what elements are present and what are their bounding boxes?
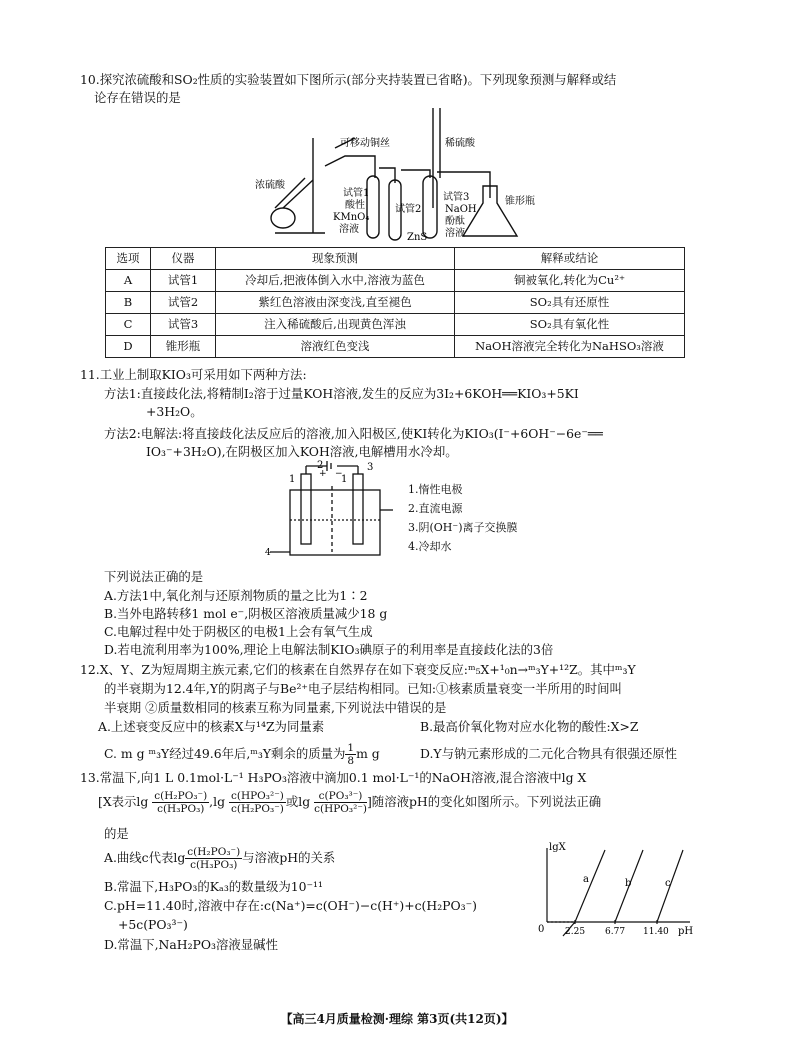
- cell: D: [106, 336, 151, 358]
- header-prediction: 现象预测: [216, 248, 455, 270]
- fraction-num: c(HPO₃²⁻): [230, 790, 284, 802]
- q13-option-c-line2: +5c(PO₃³⁻): [118, 917, 188, 932]
- chart-ylabel: lgX: [549, 842, 566, 853]
- q13-option-a: [104, 846, 335, 871]
- page-footer: 【高三4月质量检测·理综 第3页(共12页)】: [280, 1012, 514, 1026]
- fraction-num: 1: [347, 742, 355, 754]
- cell: 注入稀硫酸后,出现黄色浑浊: [216, 314, 455, 336]
- q10-stem-line1: 10.探究浓硫酸和SO₂性质的实验装置如下图所示(部分夹持装置已省略)。下列现象预测与解释或结: [80, 72, 617, 87]
- q11-method2-line1: 方法2:电解法:将直接歧化法反应后的溶液,加入阳极区,使KI转化为KIO₃(I⁻+6OH⁻−6e⁻══: [104, 426, 603, 441]
- q12-stem-line3: 半衰期 ②质量数相同的核素互称为同量素,下列说法中错误的是: [104, 700, 447, 715]
- label-tube2: 试管2: [395, 204, 422, 215]
- fraction-den: c(HPO₃²⁻): [314, 803, 367, 816]
- q12-option-c-unit: m g: [356, 746, 380, 762]
- fraction-num: c(H₂PO₃⁻): [187, 846, 241, 858]
- diagram-pos-sign: +: [319, 469, 327, 479]
- cell: SO₂具有氧化性: [455, 314, 685, 336]
- diagram-num-1b: 1: [341, 474, 348, 485]
- label-movable-wire: 可移动铜丝: [340, 138, 390, 149]
- chart-origin: 0: [538, 924, 545, 935]
- cell: NaOH溶液完全转化为NaHSO₃溶液: [455, 336, 685, 358]
- legend-item: 4.冷却水: [408, 540, 452, 553]
- q11-electrolysis-diagram: [265, 460, 405, 570]
- q13-option-c-line1: C.pH=11.40时,溶液中存在:c(Na⁺)=c(OH⁻)−c(H⁺)+c(H₂PO₃⁻): [104, 898, 477, 913]
- q11-method1-line2: +3H₂O。: [146, 404, 203, 419]
- q12-stem-line1: 12.X、Y、Z为短周期主族元素,它们的核素在自然界存在如下衰变反应:ᵐ₅X+¹₀n→ᵐ₃Y+¹²Z。其中ᵐ₃Y: [80, 662, 636, 677]
- header-option: 选项: [106, 248, 151, 270]
- cell: 冷却后,把液体倒入水中,溶液为蓝色: [216, 270, 455, 292]
- diagram-neg-sign: −: [335, 469, 343, 479]
- text: ,lg: [209, 794, 226, 810]
- diagram-num-3: 3: [367, 462, 374, 473]
- q10-table: [105, 247, 685, 358]
- label-naoh: NaOH: [445, 204, 477, 215]
- legend-item: 1.惰性电极: [408, 483, 463, 496]
- legend-item: 2.直流电源: [408, 502, 463, 515]
- header-instrument: 仪器: [151, 248, 216, 270]
- table-row: [106, 270, 685, 292]
- label-flask: 锥形瓶: [505, 196, 535, 207]
- cell: 试管3: [151, 314, 216, 336]
- q10-apparatus-diagram: [255, 108, 545, 248]
- q11-option-a: A.方法1中,氧化剂与还原剂物质的量之比为1∶2: [104, 588, 368, 603]
- chart-tick: 6.77: [605, 927, 626, 937]
- diagram-num-2: 2: [317, 460, 324, 471]
- label-tube3: 试管3: [443, 192, 470, 203]
- q11-stem: 11.工业上制取KIO₃可采用如下两种方法:: [80, 367, 307, 382]
- curve-label-c: c: [665, 878, 671, 889]
- curve-label-a: a: [583, 874, 589, 885]
- fraction-num: c(PO₃³⁻): [314, 790, 367, 803]
- cell: 试管2: [151, 292, 216, 314]
- q13-stem-line2: [98, 790, 601, 815]
- label-zns: ZnS: [407, 232, 428, 243]
- label-tube1-acidic: 酸性: [345, 200, 365, 211]
- table-row: [106, 336, 685, 358]
- fraction-den: c(H₃PO₃): [190, 859, 238, 872]
- text: 或lg: [285, 794, 311, 810]
- cell: B: [106, 292, 151, 314]
- q13-stem-line3: 的是: [104, 826, 129, 841]
- cell: 溶液红色变浅: [216, 336, 455, 358]
- fraction: [185, 846, 242, 871]
- label-tube1-solution: 溶液: [339, 224, 359, 235]
- q12-option-c: [104, 742, 380, 767]
- legend-item: 3.阴(OH⁻)离子交换膜: [408, 521, 518, 534]
- q11-prompt: 下列说法正确的是: [104, 569, 204, 584]
- chart-tick: 11.40: [643, 927, 669, 937]
- cell: 紫红色溶液由深变浅,直至褪色: [216, 292, 455, 314]
- q11-method2-line2: IO₃⁻+3H₂O),在阴极区加入KOH溶液,电解槽用水冷却。: [146, 444, 458, 459]
- text: ]随溶液pH的变化如图所示。下列说法正确: [366, 794, 602, 810]
- text: [X表示lg: [98, 794, 149, 810]
- q13-chart: [535, 840, 695, 940]
- fraction: [345, 742, 356, 767]
- diagram-num-1: 1: [289, 474, 296, 485]
- fraction-3: [314, 790, 367, 815]
- cell: A: [106, 270, 151, 292]
- q11-option-c: C.电解过程中处于阴极区的电极1上会有氧气生成: [104, 624, 373, 639]
- fraction-den: c(H₂PO₃⁻): [230, 803, 284, 816]
- q12-option-c-text: C. m g ᵐ₃Y经过49.6年后,ᵐ₃Y剩余的质量为: [104, 746, 346, 762]
- q13-stem-line1: 13.常温下,向1 L 0.1mol·L⁻¹ H₃PO₃溶液中滴加0.1 mol·L⁻¹的NaOH溶液,混合溶液中lg X: [80, 770, 587, 785]
- fraction-den: c(H₃PO₃): [157, 803, 205, 816]
- q13-option-d: D.常温下,NaH₂PO₃溶液显碱性: [104, 937, 278, 952]
- label-dilute-acid: 稀硫酸: [445, 138, 475, 149]
- cell: SO₂具有还原性: [455, 292, 685, 314]
- label-solution: 溶液: [445, 228, 465, 239]
- diagram-num-4: 4: [265, 548, 271, 558]
- q12-option-a: A.上述衰变反应中的核素X与¹⁴Z为同量素: [98, 719, 325, 734]
- fraction-den: 8: [347, 755, 355, 768]
- q11-legend: [408, 480, 518, 556]
- q12-stem-line2: 的半衰期为12.4年,Y的阴离子与Be²⁺电子层结构相同。已知:①核素质量衰变一半所用的时间叫: [104, 681, 622, 696]
- cell: 锥形瓶: [151, 336, 216, 358]
- chart-tick: 2.25: [565, 927, 586, 937]
- text: 与溶液pH的关系: [242, 850, 336, 866]
- q13-option-b: B.常温下,H₃PO₃的Kₐ₃的数量级为10⁻¹¹: [104, 879, 323, 894]
- table-row: [106, 292, 685, 314]
- q12-option-b: B.最高价氧化物对应水化物的酸性:X>Z: [420, 719, 639, 734]
- table-row: [106, 314, 685, 336]
- label-kmno4: KMnO₄: [333, 212, 370, 223]
- curve-label-b: b: [625, 878, 632, 889]
- header-conclusion: 解释或结论: [455, 248, 685, 270]
- label-phenol: 酚酞: [445, 216, 465, 227]
- q12-option-d: D.Y与钠元素形成的二元化合物具有很强还原性: [420, 746, 678, 761]
- table-header-row: [106, 248, 685, 270]
- chart-xlabel: pH: [678, 926, 694, 937]
- q11-option-b: B.当外电路转移1 mol e⁻,阴极区溶液质量减少18 g: [104, 606, 388, 621]
- fraction-1: [152, 790, 209, 815]
- text: A.曲线c代表lg: [104, 850, 186, 866]
- fraction-2: [229, 790, 286, 815]
- q11-method1-line1: 方法1:直接歧化法,将精制I₂溶于过量KOH溶液,发生的反应为3I₂+6KOH══KIO₃+5KI: [104, 386, 579, 401]
- cell: C: [106, 314, 151, 336]
- label-tube1: 试管1: [343, 188, 370, 199]
- q11-option-d: D.若电流利用率为100%,理论上电解法制KIO₃碘原子的利用率是直接歧化法的3倍: [104, 642, 554, 657]
- cell: 试管1: [151, 270, 216, 292]
- cell: 铜被氧化,转化为Cu²⁺: [455, 270, 685, 292]
- q10-stem-line2: 论存在错误的是: [94, 90, 181, 105]
- label-conc-acid: 浓硫酸: [255, 180, 285, 191]
- fraction-num: c(H₂PO₃⁻): [154, 790, 208, 802]
